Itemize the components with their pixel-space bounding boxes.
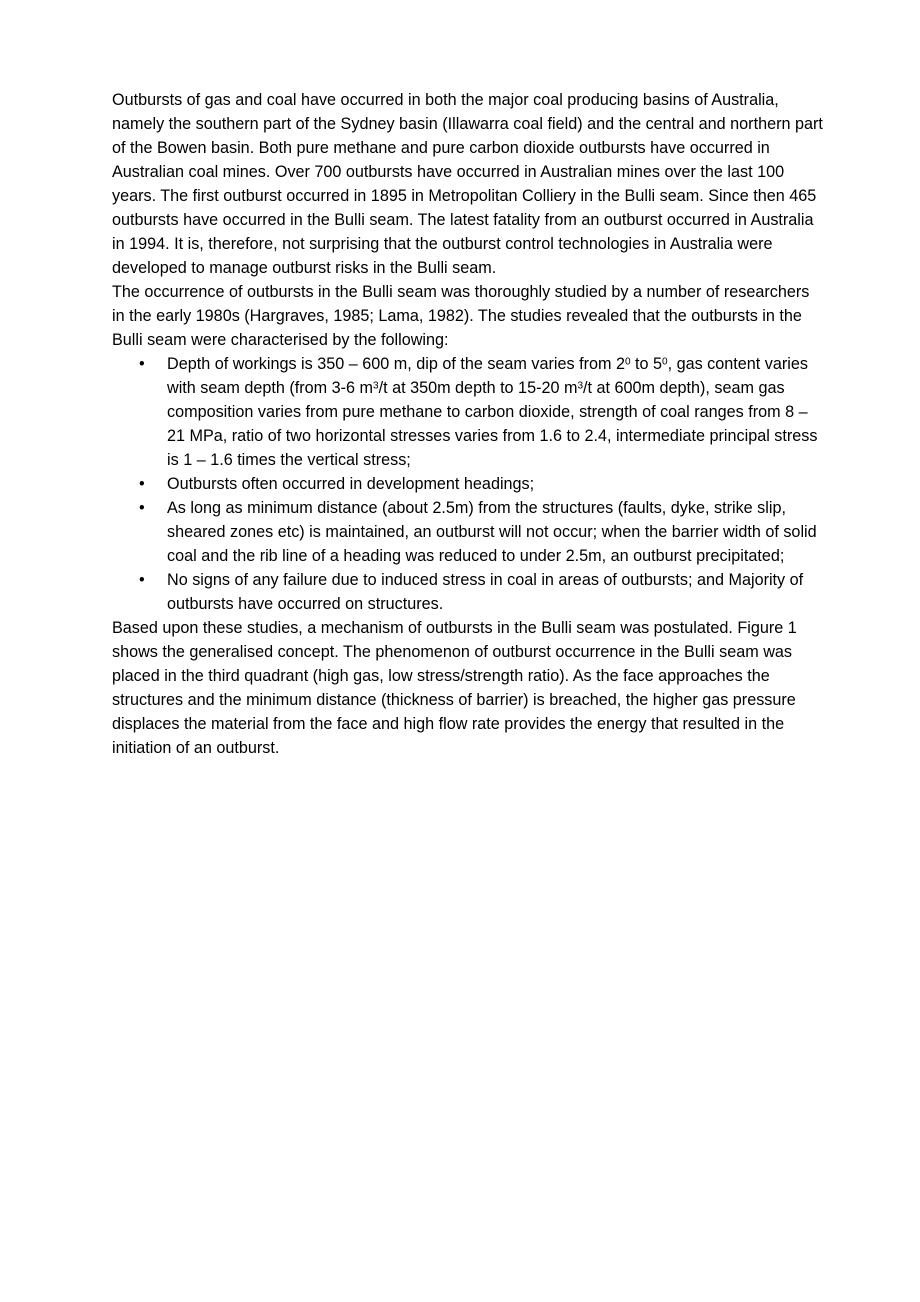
list-item xyxy=(112,352,824,472)
bullet-text: As long as minimum distance (about 2.5m) from the structures (faults, dyke, strike slip, sheared zones etc) is maintained, an outburst will not occur; when the barrier width of solid coal and the rib line of a heading was reduced to under 2.5m, an outburst precipitated; xyxy=(167,499,817,565)
bullet-text: No signs of any failure due to induced stress in coal in areas of outbursts; and Majority of outbursts have occurred on structures. xyxy=(167,571,804,613)
bullet-text: Outbursts often occurred in development headings; xyxy=(167,475,535,493)
conclusion-paragraph: Based upon these studies, a mechanism of outbursts in the Bulli seam was postulated. Figure 1 shows the generalised concept. The phenomenon of outburst occurrence in the Bulli seam was placed in the third quadrant (high gas, low stress/strength ratio). As the face approaches the structures and the minimum distance (thickness of barrier) is breached, the higher gas pressure displaces the material from the face and high flow rate provides the energy that resulted in the initiation of an outburst. xyxy=(112,619,797,757)
document-body xyxy=(112,88,824,760)
bullet-icon: • xyxy=(139,475,145,493)
bullet-icon: • xyxy=(139,571,145,589)
characteristics-list xyxy=(112,352,824,616)
list-item xyxy=(112,568,824,616)
bullet-icon: • xyxy=(139,355,145,373)
list-item xyxy=(112,496,824,568)
bullet-icon: • xyxy=(139,499,145,517)
intro-paragraph: Outbursts of gas and coal have occurred in both the major coal producing basins of Australia, namely the southern part of the Sydney basin (Illawarra coal field) and the central and northern part of the Bowen basin. Both pure methane and pure carbon dioxide outbursts have occurred in Australian coal mines. Over 700 outbursts have occurred in Australian mines over the last 100 years. The first outburst occurred in 1895 in Metropolitan Colliery in the Bulli seam. Since then 465 outbursts have occurred in the Bulli seam. The latest fatality from an outburst occurred in Australia in 1994. It is, therefore, not surprising that the outburst control technologies in Australia were developed to manage outburst risks in the Bulli seam. xyxy=(112,91,823,277)
study-paragraph: The occurrence of outbursts in the Bulli seam was thoroughly studied by a number of researchers in the early 1980s (Hargraves, 1985; Lama, 1982). The studies revealed that the outbursts in the Bulli seam were characterised by the following: xyxy=(112,283,810,349)
bullet-text: Depth of workings is 350 – 600 m, dip of the seam varies from $2^0$ to $5^0$, gas content varies with seam depth (from 3-6 $m^3/t$ at 350m depth to 15-20 $m^3/t$ at 600m depth), seam gas composition varies from pure methane to carbon dioxide, strength of coal ranges from 8 – 21 MPa, ratio of two horizontal stresses varies from 1.6 to 2.4, intermediate principal stress is 1 – 1.6 times the vertical stress; xyxy=(167,355,818,469)
list-item xyxy=(112,472,824,496)
